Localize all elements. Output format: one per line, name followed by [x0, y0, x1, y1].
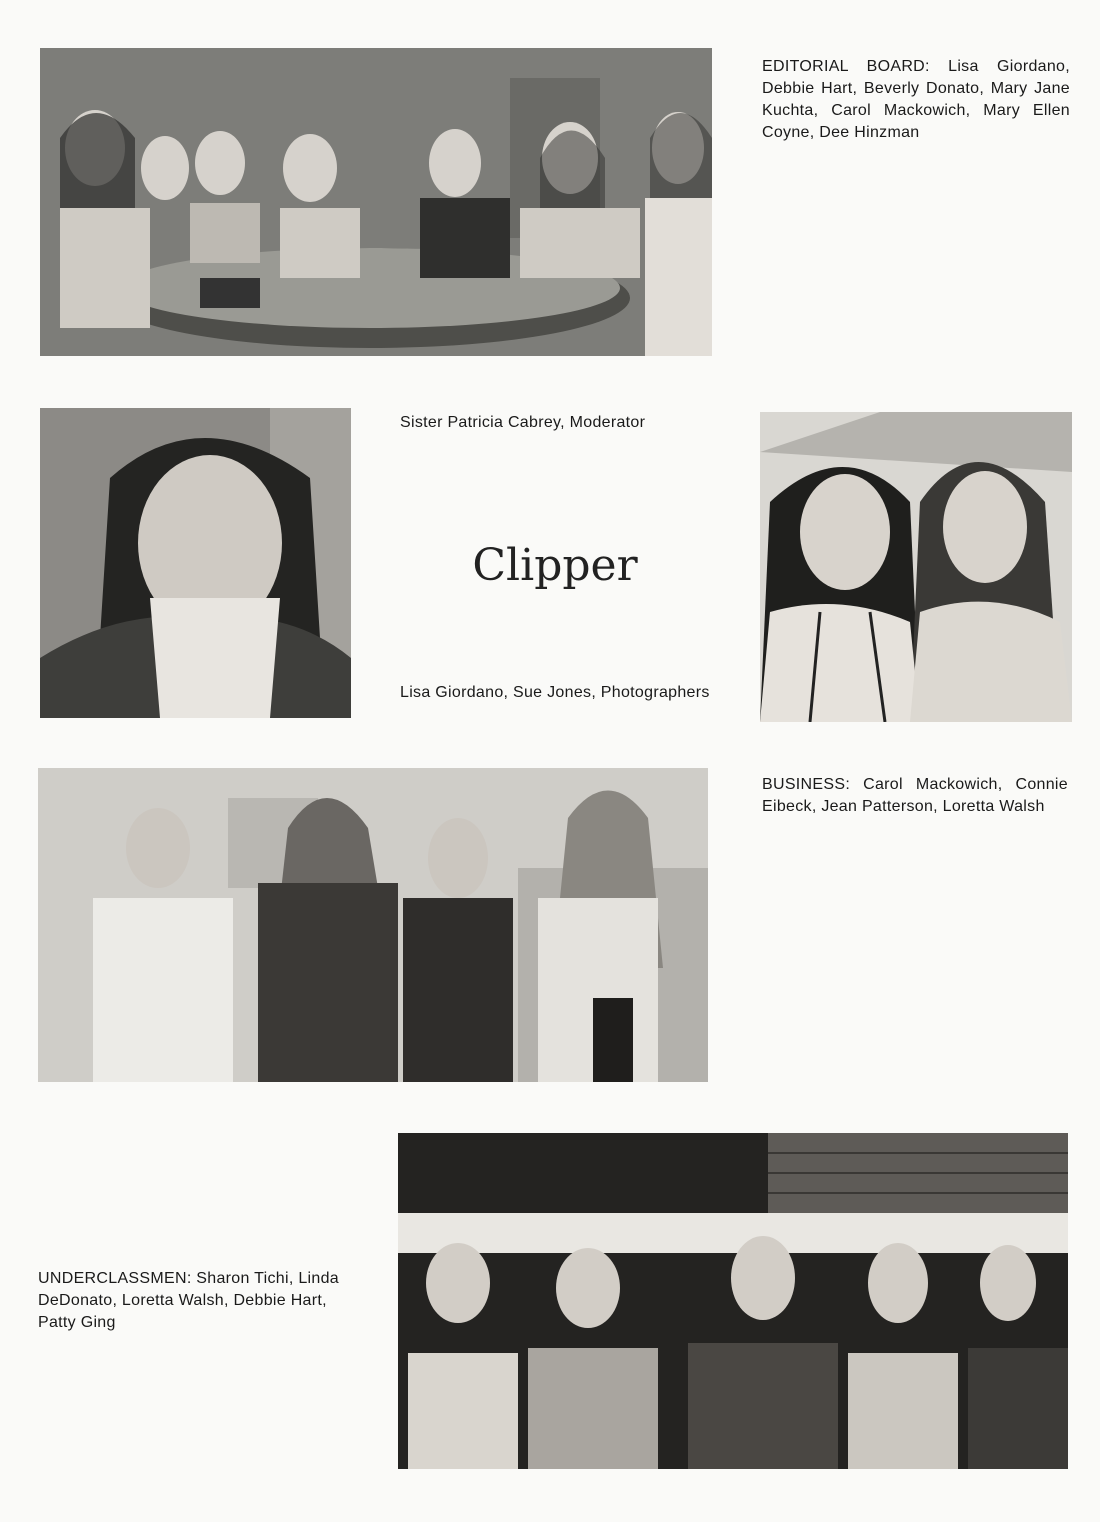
moderator-photo	[40, 408, 351, 718]
underclassmen-caption: UNDERCLASSMEN: Sharon Tichi, Linda DeDonato, Loretta Walsh, Debbie Hart, Patty Ging	[38, 1270, 339, 1331]
moderator-caption: Sister Patricia Cabrey, Moderator	[400, 414, 646, 431]
photographers-photo	[760, 412, 1072, 722]
photographers-caption: Lisa Giordano, Sue Jones, Photographers	[400, 684, 710, 701]
business-caption: BUSINESS: Carol Mackowich, Connie Eibeck, Jean Patterson, Loretta Walsh	[762, 776, 1068, 815]
business-photo	[38, 768, 708, 1082]
editorial-board-caption: EDITORIAL BOARD: Lisa Giordano, Debbie Hart, Beverly Donato, Mary Jane Kuchta, Carol Mackowich, Mary Ellen Coyne, Dee Hinzman	[762, 58, 1070, 141]
editorial-board-photo	[40, 48, 712, 356]
page-title: Clipper	[472, 540, 638, 591]
underclassmen-photo	[398, 1133, 1068, 1469]
